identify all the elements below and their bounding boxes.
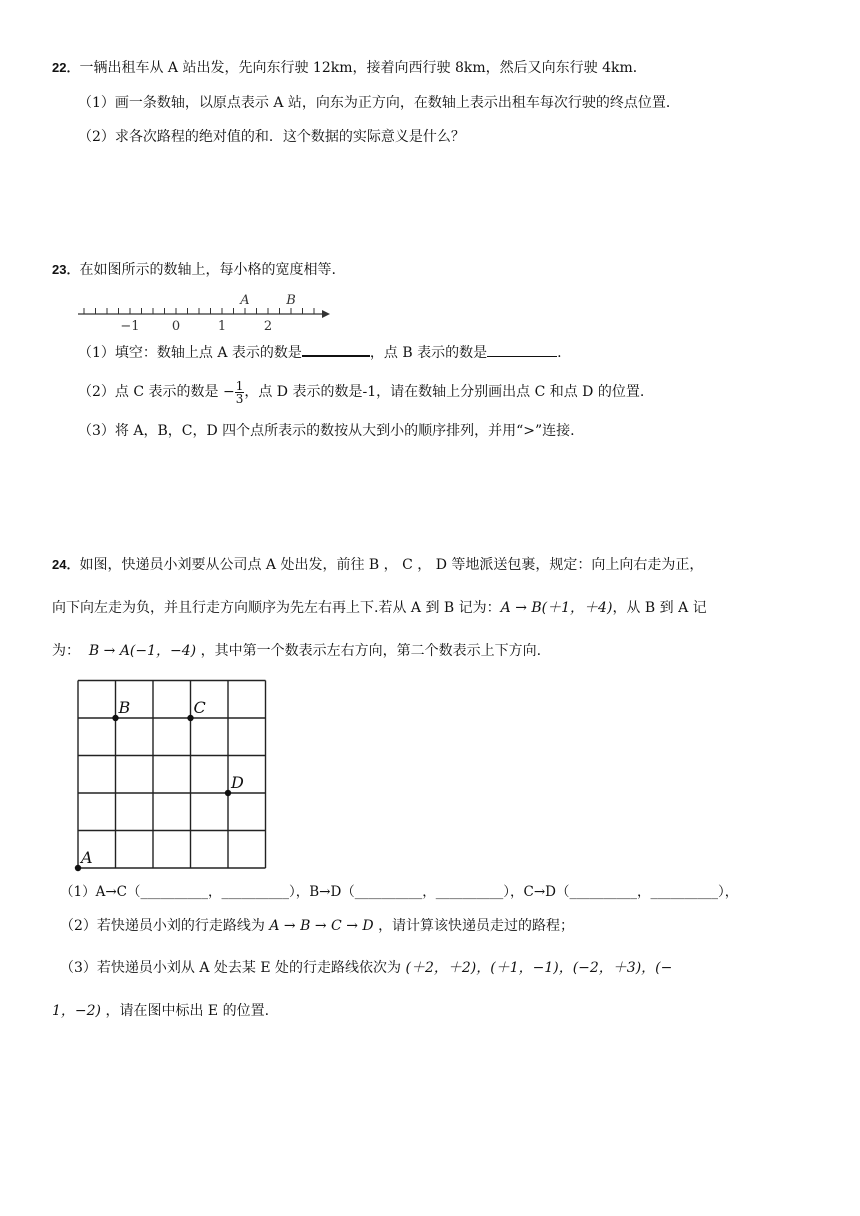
axis-arrow — [322, 310, 330, 318]
axis-tick-label: −1 — [120, 319, 140, 334]
q24-line2-a: 向下向左走为负，并且行走方向顺序为先左右再上下.若从 A 到 B 记为： — [52, 600, 501, 616]
q24-line3 — [52, 641, 541, 661]
q23-stem: 在如图所示的数轴上，每小格的宽度相等. — [79, 262, 336, 278]
q23-part2-line — [78, 378, 644, 406]
q24-part2-a: （2）若快递员小刘的行走路线为 — [60, 918, 265, 934]
q24-line3-a: 为： — [52, 643, 80, 659]
q24-part3-math: (＋2，＋2)，(＋1，−1)，(−2，＋3)，(− — [405, 960, 673, 976]
q24-line3-b: ，其中第一个数表示左右方向，第二个数表示上下方向. — [200, 643, 542, 659]
grid-point-label-c: C — [193, 698, 206, 717]
q23-blank-b[interactable] — [487, 342, 557, 357]
q24-part3-line2 — [52, 1001, 269, 1021]
q23-fraction-den: 3 — [235, 391, 244, 406]
q22-number: 22． — [52, 60, 80, 75]
q23-part1-b: ，点 B 表示的数是 — [369, 345, 488, 361]
q23-part1-a: （1）填空：数轴上点 A 表示的数是 — [78, 345, 302, 361]
q23-blank-a[interactable] — [302, 341, 370, 357]
axis-tick-label: 2 — [263, 319, 273, 334]
q24-line3-math: B → A(−1，−4) — [88, 643, 197, 659]
q23-number: 23． — [52, 262, 80, 277]
q23-number-line — [76, 286, 336, 336]
q22-part2: （2）求各次路程的绝对值的和．这个数据的实际意义是什么？ — [78, 129, 465, 145]
q24-line2 — [52, 598, 707, 618]
q24-part2-math: A → B → C → D — [269, 918, 374, 934]
grid-point-label-a: A — [81, 848, 93, 867]
q23-fraction-num: 1 — [235, 378, 244, 393]
q24-part3-a: （3）若快递员小刘从 A 处去某 E 处的行走路线依次为 — [60, 960, 402, 976]
q24-line1-text: 如图，快递员小刘要从公司点 A 处出发，前往 B ， C ， D 等地派送包裹，规定：向上向右走为正， — [79, 557, 704, 573]
q23-part1-line — [78, 341, 562, 363]
q22-stem-line — [52, 58, 647, 78]
q24-line2-math: A → B(＋1，＋4) — [500, 600, 613, 616]
axis-tick-label: 1 — [217, 319, 227, 334]
q23-part2-b: ，点 D 表示的数是-1，请在数轴上分别画出点 C 和点 D 的位置. — [244, 384, 645, 400]
q23-stem-line — [52, 260, 336, 280]
q24-part1: （1）A→C（__________，__________），B→D（__________，__________），C→D（__________，__________）， — [60, 884, 739, 900]
q23-part1-c: . — [557, 345, 562, 361]
q24-part3-line2-math: 1，−2) — [52, 1003, 102, 1019]
q24-number: 24． — [52, 557, 80, 572]
q24-line2-b: ，从 B 到 A 记 — [612, 600, 707, 616]
grid-point-label-d: D — [231, 773, 244, 792]
q22-part1: （1）画一条数轴，以原点表示 A 站，向东为正方向，在数轴上表示出租车每次行驶的终点位置． — [78, 95, 680, 111]
point-label-a: A — [240, 293, 250, 308]
q23-minus: − — [222, 384, 235, 400]
q22-stem: 一辆出租车从 A 站出发，先向东行驶 12km，接着向西行驶 8km，然后又向东行驶 4km． — [79, 60, 647, 76]
q23-fraction — [235, 380, 245, 405]
q24-part3-line1 — [60, 958, 672, 978]
q23-part3: （3）将 A，B，C，D 四个点所表示的数按从大到小的顺序排列，并用“>”连接. — [78, 423, 575, 439]
q24-part2-b: ，请计算该快递员走过的路程； — [378, 918, 575, 934]
q24-part3-line2-b: ，请在图中标出 E 的位置. — [105, 1003, 270, 1019]
q24-grid-figure — [70, 676, 270, 876]
point-label-b: B — [286, 293, 296, 308]
axis-tick-label: 0 — [171, 319, 181, 334]
grid-point-label-b: B — [118, 698, 131, 717]
q24-line1 — [52, 555, 703, 575]
q23-part2-a: （2）点 C 表示的数是 — [78, 384, 219, 400]
q24-part2-line — [60, 916, 574, 936]
